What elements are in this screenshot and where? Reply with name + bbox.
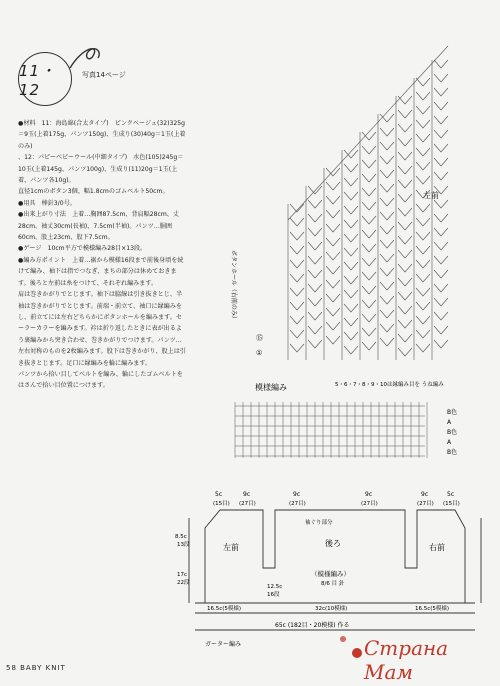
bottom-total: 65c (182目・20模様) 作る [275,622,350,629]
bottom-mid: 32c(10模様) [315,606,348,612]
left-front-section: 左前 [223,543,239,552]
stitch-symbol [362,132,376,140]
stitch-symbol [290,288,304,296]
dim-label: 5c [215,491,223,498]
bead-label: A [447,439,452,446]
stitch-symbol [344,206,358,214]
stitch-symbol [398,138,412,146]
watermark-dot-icon [340,636,346,642]
stitch-symbol [362,188,376,196]
stitch-symbol [416,316,430,324]
stitch-symbol [398,166,412,174]
stitch-symbol [398,250,412,258]
row-number: ① [256,349,263,357]
stitch-symbol [434,60,448,68]
stitch-symbol [326,210,340,218]
garment-schematic [175,488,495,658]
stitch-symbol [398,110,412,118]
stitch-symbol [398,236,412,244]
stitch-symbol [398,306,412,314]
stitch-symbol [380,226,394,234]
stitch-symbol [434,200,448,208]
stitch-symbol [362,160,376,168]
stitch-symbol [308,256,322,264]
stitch-symbol [434,172,448,180]
buttonhole-label: ボタンホール（右前のみ） [230,250,237,322]
pattern-sub: 8/6 目 針 [321,581,345,587]
stitch-symbol [290,246,304,254]
stitch-symbol [398,152,412,160]
stitch-symbol [344,318,358,326]
stitch-symbol [362,314,376,322]
stitch-symbol [308,200,322,208]
stitch-symbol [380,254,394,262]
stitch-symbol [326,336,340,344]
dim-sub: (27目) [417,501,434,507]
stitch-symbol [326,294,340,302]
stitch-symbol [344,304,358,312]
stitch-symbol [344,178,358,186]
stitch-symbol [290,302,304,310]
stitch-symbol [344,164,358,172]
stitch-symbol [344,346,358,354]
stitch-symbol [398,334,412,342]
bottom-inner: 16.5c(5模様) [207,606,242,612]
back-section: 後ろ [325,539,341,548]
stitch-symbol [434,326,448,334]
stitch-symbol [362,174,376,182]
dim-sub: (15目) [443,501,460,507]
dim-sub: (27目) [239,501,256,507]
stitch-symbol [398,278,412,286]
bottom-right: 16.5c(5模様) [415,606,450,612]
stitch-symbol [362,216,376,224]
stitch-symbol [416,344,430,352]
dim-mid: 16段 [267,592,280,598]
chapter-badge [18,52,72,106]
stitch-symbol [326,308,340,316]
stitch-symbol [380,240,394,248]
stitch-symbol [416,288,430,296]
sleeve-note: 袖ぐり部分 [305,520,333,526]
stitch-symbol [380,324,394,332]
stitch-symbol [434,312,448,320]
stitch-symbol [344,220,358,228]
stitch-symbol [416,302,430,310]
stitch-symbol [416,148,430,156]
stitch-symbol [398,180,412,188]
instruction-paragraph: パンツから拾い目してベルトを編み、輪にしたゴムベルトをはさんで拾い目位置につけます。 [18,370,183,390]
stitch-symbol [326,182,340,190]
instruction-paragraph: ●出来上がり寸法 上着…胸囲87.5cm、背肩幅28cm、丈28cm、袖丈30cm(長袖)、7.5cm(半袖)。パンツ…胴囲60cm、股上23cm、股下7.5cm。 [18,211,179,242]
stitch-symbol [326,238,340,246]
garter-title: 模様編み [255,383,287,392]
pattern-label: （模様編み） [311,570,350,578]
stitch-symbol [398,124,412,132]
stitch-symbol [434,214,448,222]
instruction-paragraph: ●ゲージ 10cm平方で模様編み28目×13段。 [18,245,147,253]
stitch-symbol [416,78,430,86]
stitch-symbol [290,274,304,282]
stitch-symbol [290,260,304,268]
stitch-symbol [380,170,394,178]
stitch-symbol [362,300,376,308]
stitch-symbol [380,282,394,290]
stitch-symbol [362,272,376,280]
stitch-symbol [362,230,376,238]
stitch-symbol [326,322,340,330]
stitch-symbol [416,218,430,226]
watermark-text: Страна Мам [364,636,449,684]
watermark-dot-icon [352,648,362,658]
stitch-symbol [380,268,394,276]
stitch-symbol [290,344,304,352]
stitch-symbol [308,326,322,334]
stitch-symbol [416,260,430,268]
stitch-symbol [290,232,304,240]
stitch-symbol [344,248,358,256]
bead-label: B色 [447,429,458,436]
stitch-symbol [326,252,340,260]
stitch-symbol [398,264,412,272]
right-front-section: 右前 [429,543,445,552]
stitch-symbol [308,298,322,306]
dim-left: 8.5c [175,534,187,540]
stitch-symbol [416,120,430,128]
dim-label: 9c [243,491,251,498]
stitch-symbol [290,316,304,324]
stitch-symbol [380,310,394,318]
stitch-symbol [416,232,430,240]
stitch-symbol [434,102,448,110]
instruction-paragraph: 肩は巻きかがりでとじます。袖下は脇線は引き抜きとじ、半袖は巻きかがりでとじます。前端・前立て、袖口に縁編みをし、前立てには左右どちらかにボタンホールを編みます。セーラーカラーを編みます。衿は折り返したときに表が出るよう裏編みから突き合わせ、巻きかがりでつけます。パンツ…左右対称のものを2枚編みます。股下は巻きかがり、股上は引き抜きとじます。足口に縁編みを輪に編みます。 [18,291,186,367]
dim-sub: (27目) [289,501,306,507]
stitch-symbol [416,204,430,212]
stitch-symbol [344,192,358,200]
dim-left: 17c [177,572,188,578]
dim-label: 5c [447,491,455,498]
stitch-symbol [362,146,376,154]
stitch-symbol [380,296,394,304]
stitch-symbol [416,106,430,114]
stitch-symbol [344,262,358,270]
stitch-symbol [434,116,448,124]
stitch-symbol [416,134,430,142]
bead-label: A [447,419,452,426]
stitch-symbol [308,242,322,250]
stitch-symbol [380,142,394,150]
stitch-symbol [308,186,322,194]
stitch-symbol [326,196,340,204]
stitch-symbol [362,328,376,336]
instructions-text [18,118,186,392]
stitch-symbol [416,274,430,282]
stitch-symbol [326,168,340,176]
left-front-label: 左前 [423,191,439,200]
stitch-symbol [416,162,430,170]
stitch-symbol [380,338,394,346]
bead-label: B色 [447,409,458,416]
stitch-symbol [344,234,358,242]
dim-label: 9c [365,491,373,498]
badge-number: 11・12 [19,61,57,99]
dim-label: 9c [421,491,429,498]
stitch-symbol [434,74,448,82]
garter-stitch-chart [225,380,475,460]
dim-label: 9c [293,491,301,498]
stitch-symbol [398,208,412,216]
stitch-symbol [434,256,448,264]
stitch-symbol [434,298,448,306]
stitch-symbol [398,320,412,328]
stitch-symbol [416,330,430,338]
instruction-paragraph: ●編み方ポイント 上着…裾から模様16段まで前後身頃を続けて編み、袖下は指でつなぎ、まちの部分は休めておきます。後ろと左前は糸をつけて、それぞれ編みます。 [18,256,184,287]
stitch-symbol [416,246,430,254]
edge-label: ガーター編み [205,641,242,648]
stitch-symbol [362,258,376,266]
stitch-symbol [344,276,358,284]
stitch-symbol [308,284,322,292]
stitch-symbol [416,92,430,100]
stitch-symbol [308,340,322,348]
stitch-symbol [326,280,340,288]
stitch-symbol [434,158,448,166]
dim-left: 22段 [177,580,190,586]
row-number: ⑮ [256,334,263,342]
dim-mid: 12.5c [267,584,283,590]
stitch-symbol [434,88,448,96]
stitch-symbol [380,128,394,136]
bead-label: B色 [447,449,458,456]
stitch-symbol [398,292,412,300]
stitch-symbol [326,224,340,232]
page-footer: 58 BABY KNIT [6,664,66,672]
stitch-symbol [326,266,340,274]
stitch-symbol [380,156,394,164]
stitch-symbol [380,212,394,220]
garter-note: 5・6・7・8・9・10は縁編み目を うね編み [335,382,444,388]
instruction-paragraph: 直径1cmのボタン3個、幅1.8cmのゴムベルト50cm。 [18,188,169,196]
stitch-symbol [308,228,322,236]
stitch-symbol [434,144,448,152]
stitch-symbol [362,202,376,210]
stitch-symbol [398,348,412,356]
stitch-symbol [344,290,358,298]
stitch-symbol [416,176,430,184]
stitch-symbol [434,270,448,278]
stitch-symbol [434,284,448,292]
stitch-symbol [290,330,304,338]
photo-reference: 写真14ページ [82,71,126,79]
stitch-symbol [308,312,322,320]
dim-left: 13段 [177,542,190,548]
stitch-symbol [398,96,412,104]
stitch-symbol [398,194,412,202]
stitch-symbol [380,198,394,206]
instruction-paragraph: ●材料 11：海島綿(合太タイプ) ピンクベージュ(32)325g＝9玉(上着175g、パンツ150g)、生成り(30)40g＝1玉(上着のみ) [18,120,186,150]
stitch-symbol [380,184,394,192]
instruction-paragraph: ●用具 棒針3/0号。 [18,199,76,207]
stitch-symbol [362,342,376,350]
stitch-symbol [434,340,448,348]
stitch-symbol [290,218,304,226]
dim-sub: (15目) [213,501,230,507]
stitch-symbol [308,214,322,222]
stitch-symbol [434,228,448,236]
stitch-symbol [434,242,448,250]
stitch-symbol [398,222,412,230]
stitch-symbol [308,270,322,278]
stitch-symbol [362,286,376,294]
lace-stitch-chart [228,40,468,370]
stitch-symbol [344,332,358,340]
stitch-symbol [434,130,448,138]
dim-sub: (27目) [361,501,378,507]
instruction-paragraph: 、12：パピーベビーウール(中細タイプ) 水色(105)245g＝10玉(上着145g、パンツ100g)、生成り(11)20g＝1玉(上着、パンツ各10g)。 [18,154,184,185]
stitch-symbol [362,244,376,252]
